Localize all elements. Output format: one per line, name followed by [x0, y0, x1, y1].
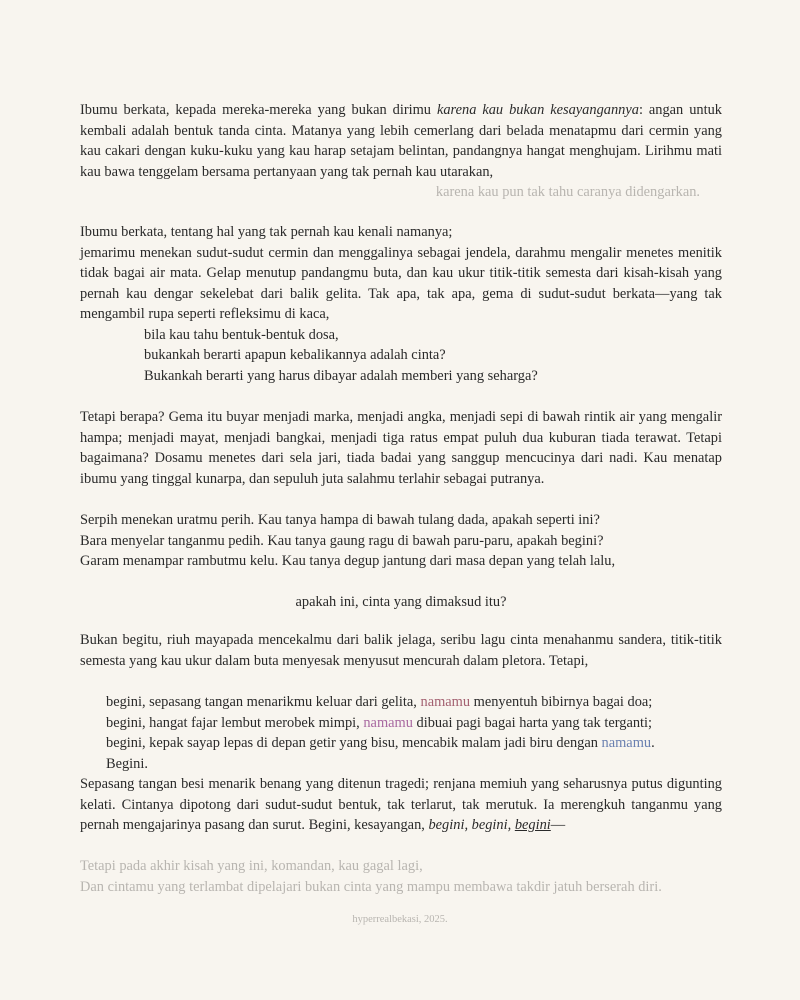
stanza-2-indented-line: bukankah berarti apapun kebalikannya adalah cinta? [144, 347, 446, 363]
begini-line-2 [80, 713, 722, 734]
stanza-4-line: Serpih menekan uratmu perih. Kau tanya hampa di bawah tulang dada, apakah seperti ini? [80, 512, 600, 528]
begini-text: begini, kepak sayap lepas di depan getir yang bisu, mencabik malam jadi biru dengan [106, 735, 602, 751]
ending-line-2: Dan cintamu yang terlambat dipelajari bukan cinta yang mampu membawa takdir jatuh berserah diri. [80, 878, 662, 895]
begini-text: dibuai pagi bagai harta yang tak terganti; [412, 714, 653, 731]
stanza-2-paragraph: jemarimu menekan sudut-sudut cermin dan menggalinya sebagai jendela, darahmu mengalir menetes menitik tidak bagai air mata. Gelap menutup pandangmu buta, dan kau ukur titik-titik semesta dari kisah-kisah yang pernah kau dengar sekelebat dari balik gelita. Tak apa, tak apa, gema di sudut-sudut berkata—yang tak mengambil rupa seperti refleksimu di kaca, [80, 244, 722, 322]
stanza-1 [80, 100, 722, 203]
stanza-1-text-a: Ibumu berkata, kepada mereka-mereka yang bukan dirimu [80, 102, 437, 118]
begini-text: . [651, 735, 655, 751]
stanza-5 [80, 630, 722, 671]
stanza-1-italic: karena kau bukan kesayangannya [436, 102, 639, 118]
stanza-5-paragraph: Bukan begitu, riuh mayapada mencekalmu dari balik jelaga, seribu lagu cinta menahanmu sandera, titik-titik semesta yang kau ukur dalam buta menyesak menyusut mencurah dalam pletora. Tetapi, [80, 632, 722, 669]
name-highlight-1: namamu [420, 694, 471, 710]
name-highlight-3: namamu [601, 735, 652, 751]
stanza-4-line: Garam menampar rambutmu kelu. Kau tanya degup jantung dari masa depan yang telah lalu, [80, 553, 616, 569]
stanza-2-indented-line: Bukankah berarti yang harus dibayar adalah memberi yang seharga? [144, 367, 538, 384]
ending-line-1: Tetapi pada akhir kisah yang ini, komandan, kau gagal lagi, [80, 858, 423, 874]
stanza-6-underlined: begini [514, 817, 551, 833]
stanza-2-indented-line: bila kau tahu bentuk-bentuk dosa, [144, 326, 339, 343]
name-highlight-2: namamu [363, 714, 413, 731]
stanza-3-paragraph: Tetapi berapa? Gema itu buyar menjadi marka, menjadi angka, menjadi sepi di bawah rintik air yang mengalir hampa; menjadi mayat, menjadi bangkai, menjadi tiga ratus empat puluh dua kuburan tiada terawat. Tetapi bagaimana? Dosamu menetes dari sela jari, tiada badai yang sanggup mencucinya dari nadi. Kau menatap ibumu yang tinggal kunarpa, dan sepuluh juta salahmu terlahir sebagai putranya. [80, 409, 722, 487]
stanza-1-aside: karena kau pun tak tahu caranya didengarkan. [435, 184, 700, 200]
credit: hyperrealbekasi, 2025. [352, 914, 448, 925]
stanza-1-paragraph [80, 100, 722, 182]
begini-text: begini, hangat fajar lembut merobek mimpi, [106, 714, 364, 731]
center-line-block [80, 592, 722, 613]
begini-text: menyentuh bibirnya bagai doa; [470, 694, 653, 710]
ending-block [80, 856, 722, 897]
stanza-2 [80, 222, 722, 386]
stanza-1-text-b: : angan untuk kembali adalah bentuk tanda cinta. Matanya yang lebih cemerlang dari belada menatapmu dari cermin yang kau cakari dengan kuku-kuku yang kau harap setajam belintan, pandangnya hangat menghujam. Lirihmu mati kau bawa tenggelam bersama pertanyaan yang tak pernah kau utarakan, [80, 102, 722, 180]
center-line: apakah ini, cinta yang dimaksud itu? [295, 594, 507, 610]
stanza-2-first-line: Ibumu berkata, tentang hal yang tak pernah kau kenali namanya; [80, 224, 453, 240]
stanza-3 [80, 407, 722, 489]
stanza-6-dash: — [550, 817, 566, 833]
begini-line-4: Begini. [106, 755, 148, 772]
begini-block [80, 692, 722, 774]
begini-line-1 [80, 692, 722, 713]
stanza-4 [80, 510, 722, 572]
stanza-6-paragraph [80, 774, 722, 836]
stanza-6-text: Sepasang tangan besi menarik benang yang ditenun tragedi; renjana memiuh yang seharusnya putus digunting kelati. Cintanya dipotong dari sudut-sudut bentuk, tak terlarut, tak merutuk. Ia merengkuh tanganmu yang pernah mengajarinya pasang dan surut. Begini, kesayangan, [80, 776, 722, 833]
stanza-6-italic: begini, begini, [428, 817, 515, 833]
stanza-4-line: Bara menyelar tanganmu pedih. Kau tanya gaung ragu di bawah paru-paru, apakah begini? [80, 532, 604, 549]
begini-line-3 [80, 733, 722, 754]
stanza-6 [80, 774, 722, 836]
begini-text: begini, sepasang tangan menarikmu keluar dari gelita, [106, 694, 421, 710]
